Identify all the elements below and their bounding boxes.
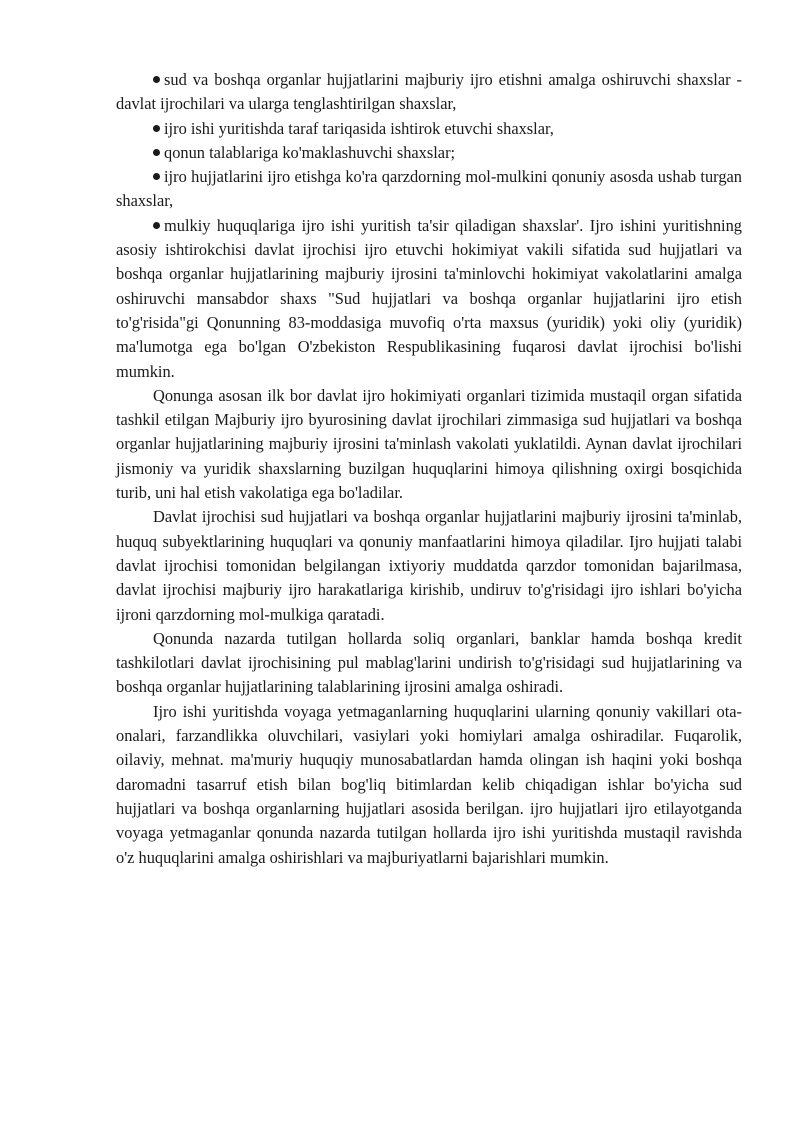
bullet-item: qonun talablariga ko'maklashuvchi shaxslar; — [116, 141, 742, 165]
document-page — [116, 68, 742, 870]
body-paragraph: Davlat ijrochisi sud hujjatlari va boshqa organlar hujjatlarini majburiy ijrosini ta'minlab, huquq subyektlarining huquqlari va qonuniy manfaatlarini himoya qiladilar. Ijro hujjati talabi davlat ijrochisi tomonidan belgilangan ixtiyoriy muddatda qarzdor tomonidan bajarilmasa, davlat ijrochisi majburiy ijro harakatlariga kirishib, undiruv to'g'risidagi ijro ishlari bo'yicha ijroni qarzdorning mol-mulkiga qaratadi. — [116, 507, 742, 624]
body-paragraph: Qonunga asosan ilk bor davlat ijro hokimiyati organlari tizimida mustaqil organ sifatida tashkil etilgan Majburiy ijro byurosining davlat ijrochilari zimmasiga sud hujjatlari va boshqa organlar hujjatlarining majburiy ijrosini ta'minlash vakolati yuklatildi. Aynan davlat ijrochilari jismoniy va yuridik shaxslarning buzilgan huquqlarini himoya qilishning oxirgi bosqichida turib, uni hal etish vakolatiga ega bo'ladilar. — [116, 385, 742, 503]
bullet-item: mulkiy huquqlariga ijro ishi yuritish ta'sir qiladigan shaxslar'. Ijro ishini yuritishning asosiy ishtirokchisi davlat ijrochisi ijro etuvchi hokimiyat vakili sifatida sud hujjatlari va boshqa organlar hujjatlarining majburiy ijrosini ta'minlovchi hokimiyat vakolatlarini amalga oshiruvchi mansabdor shaxs "Sud hujjatlari va boshqa organlar hujjatlarini ijro etish to'g'risida"gi Qonunning 83-moddasiga muvofiq o'rta maxsus (yuridik) yoki oliy (yuridik) ma'lumotga ega bo'lgan O'zbekiston Respublikasining fuqarosi davlat ijrochisi bo'lishi mumkin. — [116, 214, 742, 384]
body-paragraph: Ijro ishi yuritishda voyaga yetmaganlarning huquqlarini ularning qonuniy vakillari ota-onalari, farzandlikka oluvchilari, vasiylari yoki homiylari amalga oshiradilar. Fuqarolik, oilaviy, mehnat. ma'muriy huquqiy munosabatlardan hamda olingan ish haqini yoki boshqa daromadni tasarruf etish bilan bog'liq bitimlardan kelib chiqadigan ishlar bo'yicha sud hujjatlari va boshqa organlarning hujjatlari asosida berilgan. ijro hujjatlari ijro etilayotganda voyaga yetmaganlar qonunda nazarda tutilgan hollarda ijro ishi yuritishda mustaqil ravishda o'z huquqlarini amalga oshirishlari va majburiyatlarni bajarishlari mumkin. — [116, 701, 742, 867]
bullet-item: sud va boshqa organlar hujjatlarini majburiy ijro etishni amalga oshiruvchi shaxslar - davlat ijrochilari va ularga tenglashtirilgan shaxslar, — [116, 68, 742, 117]
bullet-item: ijro hujjatlarini ijro etishga ko'ra qarzdorning mol-mulkini qonuniy asosda ushab turgan shaxslar, — [116, 165, 742, 214]
body-paragraph: Qonunda nazarda tutilgan hollarda soliq organlari, banklar hamda boshqa kredit tashkilotlari davlat ijrochisining pul mablag'larini undirish to'g'risidagi sud hujjatlarining va boshqa organlar hujjatlarining talablarining ijrosini amalga oshiradi. — [116, 628, 742, 697]
bullet-item: ijro ishi yuritishda taraf tariqasida ishtirok etuvchi shaxslar, — [116, 117, 742, 141]
